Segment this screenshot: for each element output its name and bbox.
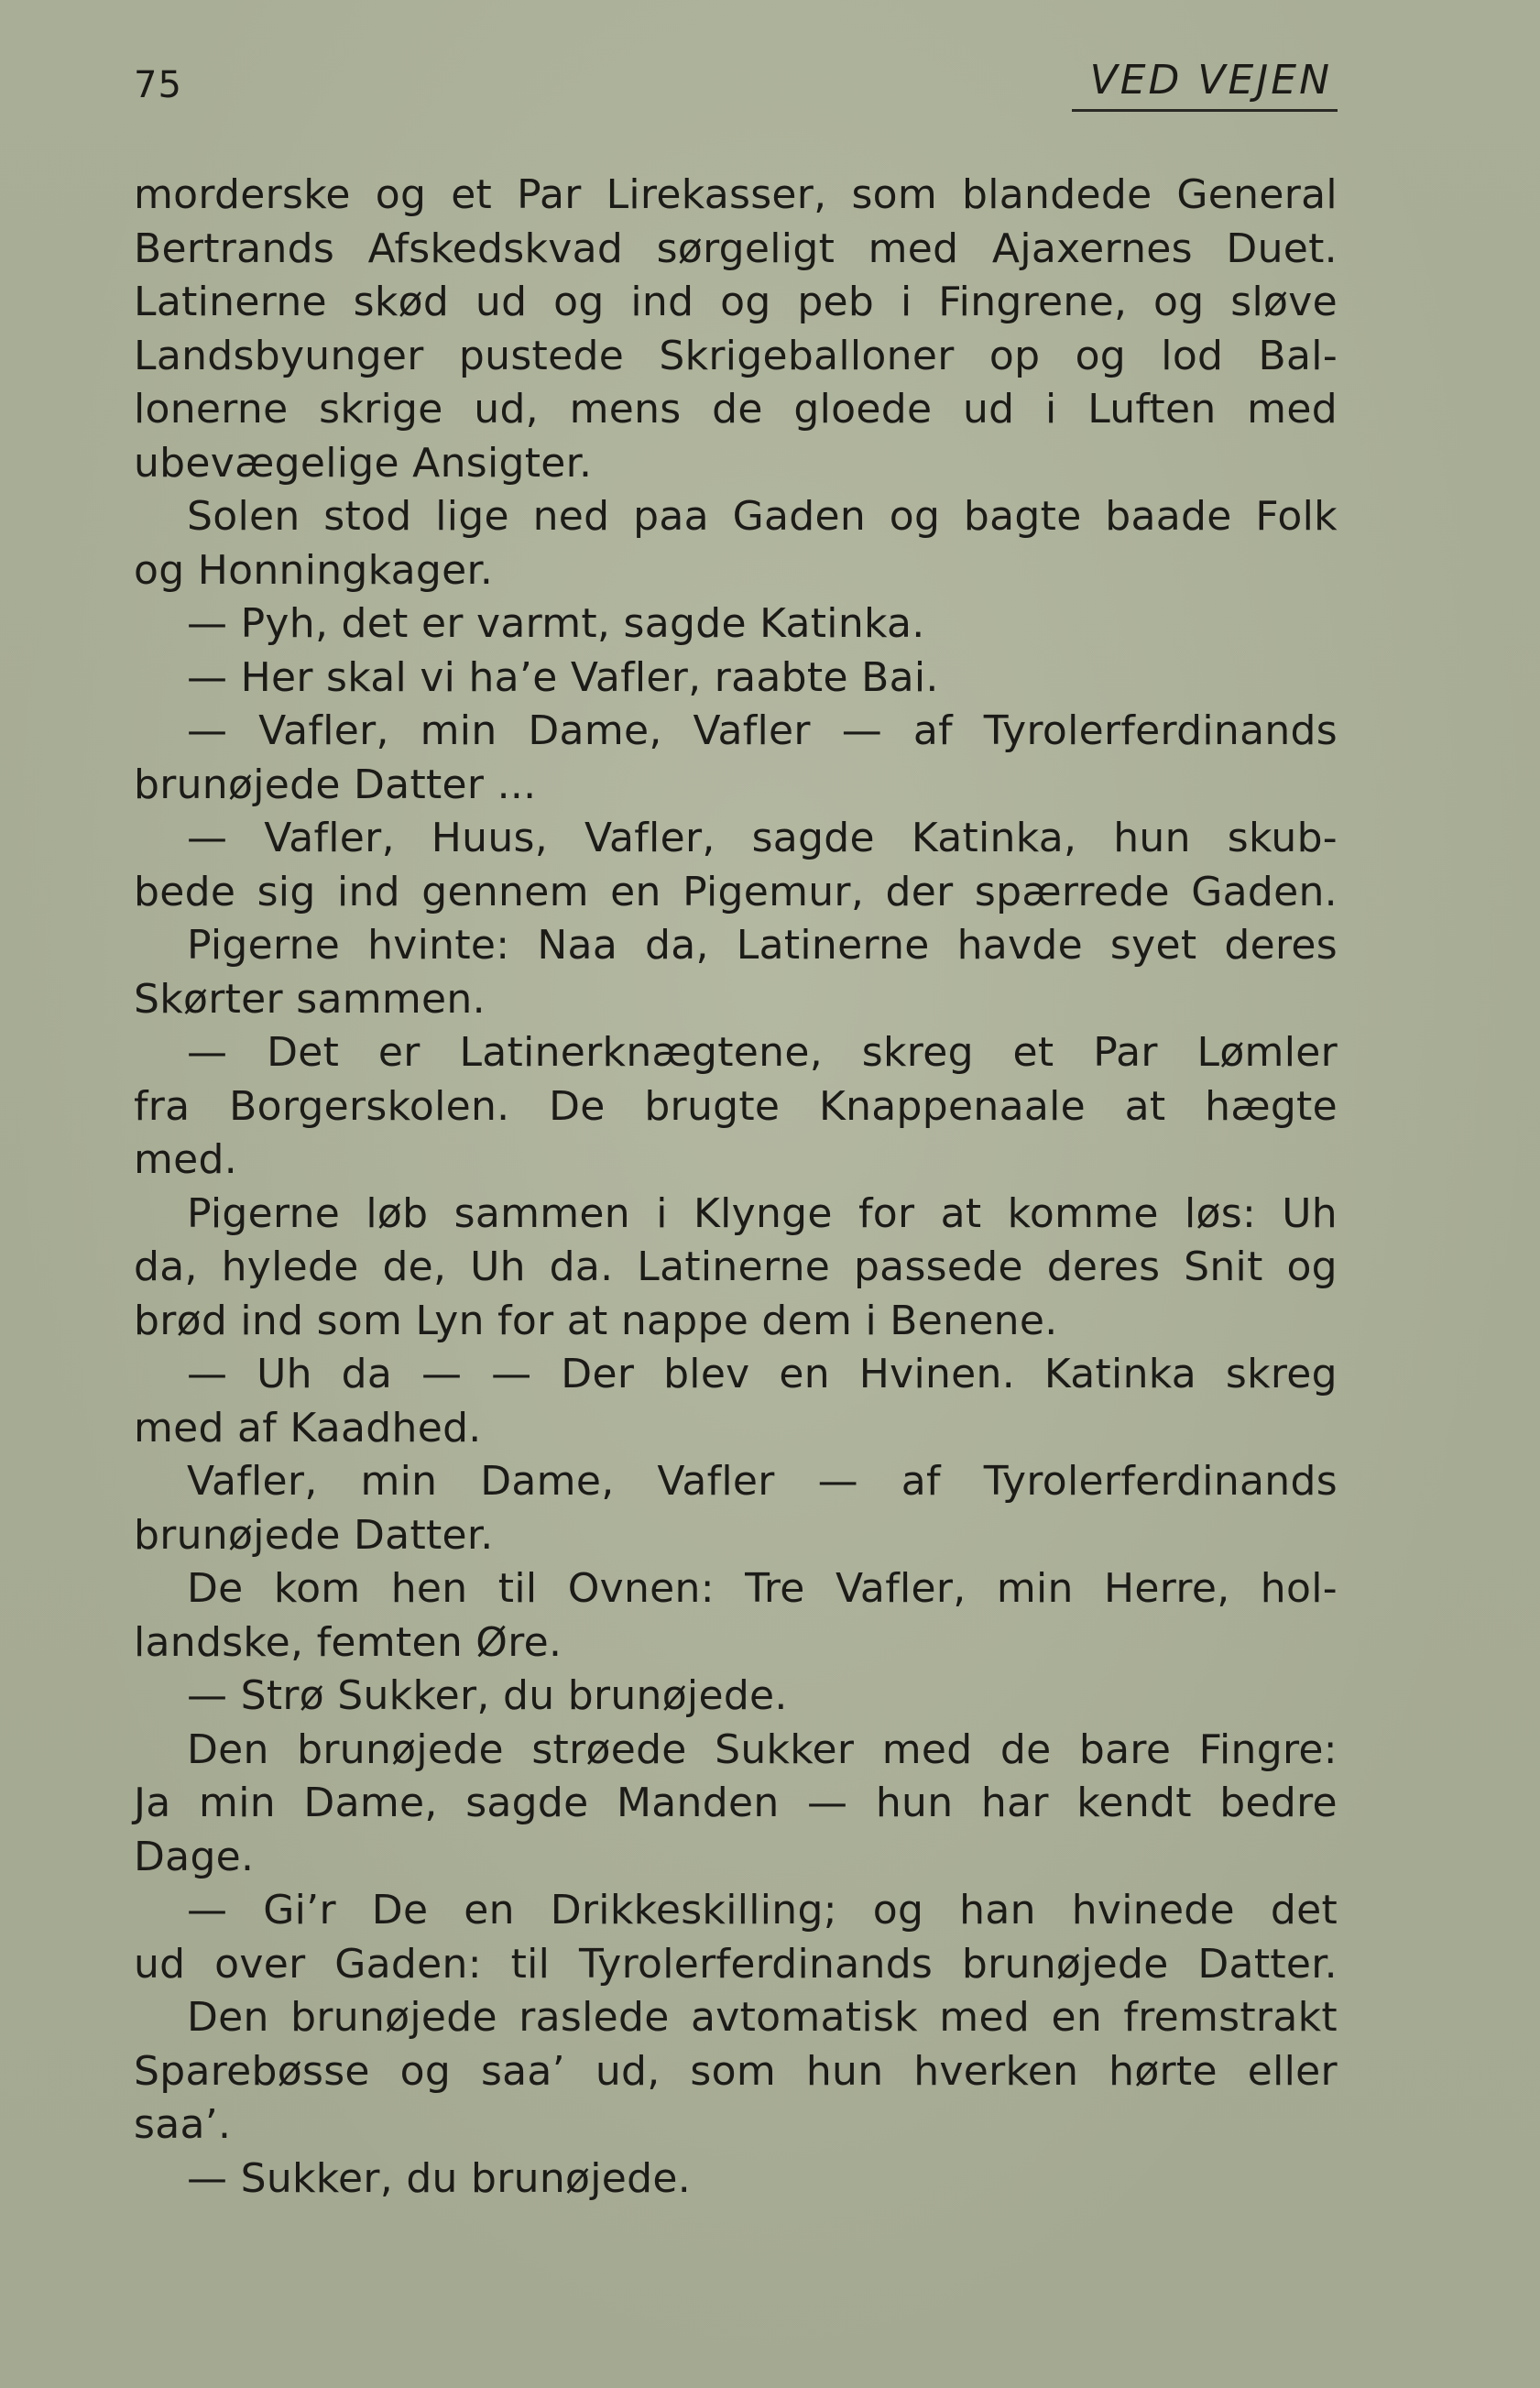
text-line: Solen stod lige ned paa Gaden og bagte baade Folk: [187, 493, 1338, 540]
text-line: — Pyh, det er varmt, sagde Katinka.: [187, 600, 925, 647]
text-line: Skørter sammen.: [134, 975, 486, 1023]
running-title: VED VEJEN: [1072, 57, 1338, 112]
text-line: — Sukker, du brunøjede.: [187, 2154, 692, 2202]
text-line: brunøjede Datter.: [134, 1511, 494, 1559]
text-line: Pigerne løb sammen i Klynge for at komme løs: Uh: [187, 1189, 1338, 1237]
text-line: — Vafler, min Dame, Vafler — af Tyrolerferdinands: [187, 707, 1338, 754]
text-line: — Her skal vi ha’e Vafler, raabte Bai.: [187, 653, 939, 701]
text-line: Den brunøjede raslede avtomatisk med en fremstrakt: [187, 1994, 1338, 2041]
text-line: bede sig ind gennem en Pigemur, der spærrede Gaden.: [134, 868, 1338, 915]
text-line: Landsbyunger pustede Skrigeballoner op og lod Bal-: [134, 332, 1338, 379]
text-line: morderske og et Par Lirekasser, som blandede General: [134, 171, 1338, 218]
text-line: brunøjede Datter ...: [134, 761, 537, 808]
text-line: ubevægelige Ansigter.: [134, 439, 593, 487]
text-line: Sparebøsse og saa’ ud, som hun hverken hørte eller: [134, 2047, 1338, 2095]
text-line: og Honningkager.: [134, 546, 494, 594]
text-line: brød ind som Lyn for at nappe dem i Benene.: [134, 1297, 1058, 1344]
text-line: — Det er Latinerknægtene, skreg et Par Lømler: [187, 1029, 1338, 1076]
text-line: Ja min Dame, sagde Manden — hun har kendt bedre: [134, 1780, 1338, 1826]
text-line: — Gi’r De en Drikkeskilling; og han hvinede det: [187, 1887, 1338, 1933]
text-line: da, hylede de, Uh da. Latinerne passede deres Snit og: [134, 1243, 1338, 1290]
text-line: med af Kaadhed.: [134, 1404, 482, 1451]
text-line: ud over Gaden: til Tyrolerferdinands brunøjede Datter.: [134, 1940, 1338, 1988]
text-line: Bertrands Afskedskvad sørgeligt med Ajaxernes Duet.: [134, 225, 1338, 272]
text-line: Pigerne hvinte: Naa da, Latinerne havde syet deres: [187, 922, 1338, 969]
text-line: lonerne skrige ud, mens de gloede ud i Luften med: [134, 386, 1338, 433]
text-line: Latinerne skød ud og ind og peb i Fingrene, og sløve: [134, 279, 1338, 325]
text-line: — Strø Sukker, du brunøjede.: [187, 1672, 788, 1719]
text-line: — Vafler, Huus, Vafler, sagde Katinka, hun skub-: [187, 815, 1338, 861]
text-line: — Uh da — — Der blev en Hvinen. Katinka skreg: [187, 1351, 1338, 1397]
text-line: De kom hen til Ovnen: Tre Vafler, min Herre, hol-: [187, 1565, 1338, 1612]
page-number: 75: [134, 64, 182, 106]
page-header: [134, 53, 1338, 112]
text-line: Vafler, min Dame, Vafler — af Tyrolerferdinands: [187, 1458, 1338, 1505]
text-line: med.: [134, 1136, 238, 1183]
text-line: fra Borgerskolen. De brugte Knappenaale at hægte: [134, 1082, 1338, 1130]
text-line: landske, femten Øre.: [134, 1618, 562, 1666]
text-line: Dage.: [134, 1833, 255, 1880]
text-line: Den brunøjede strøede Sukker med de bare Fingre:: [187, 1725, 1338, 1773]
body-text: [134, 169, 1338, 2206]
text-line: saa’.: [134, 2101, 232, 2148]
